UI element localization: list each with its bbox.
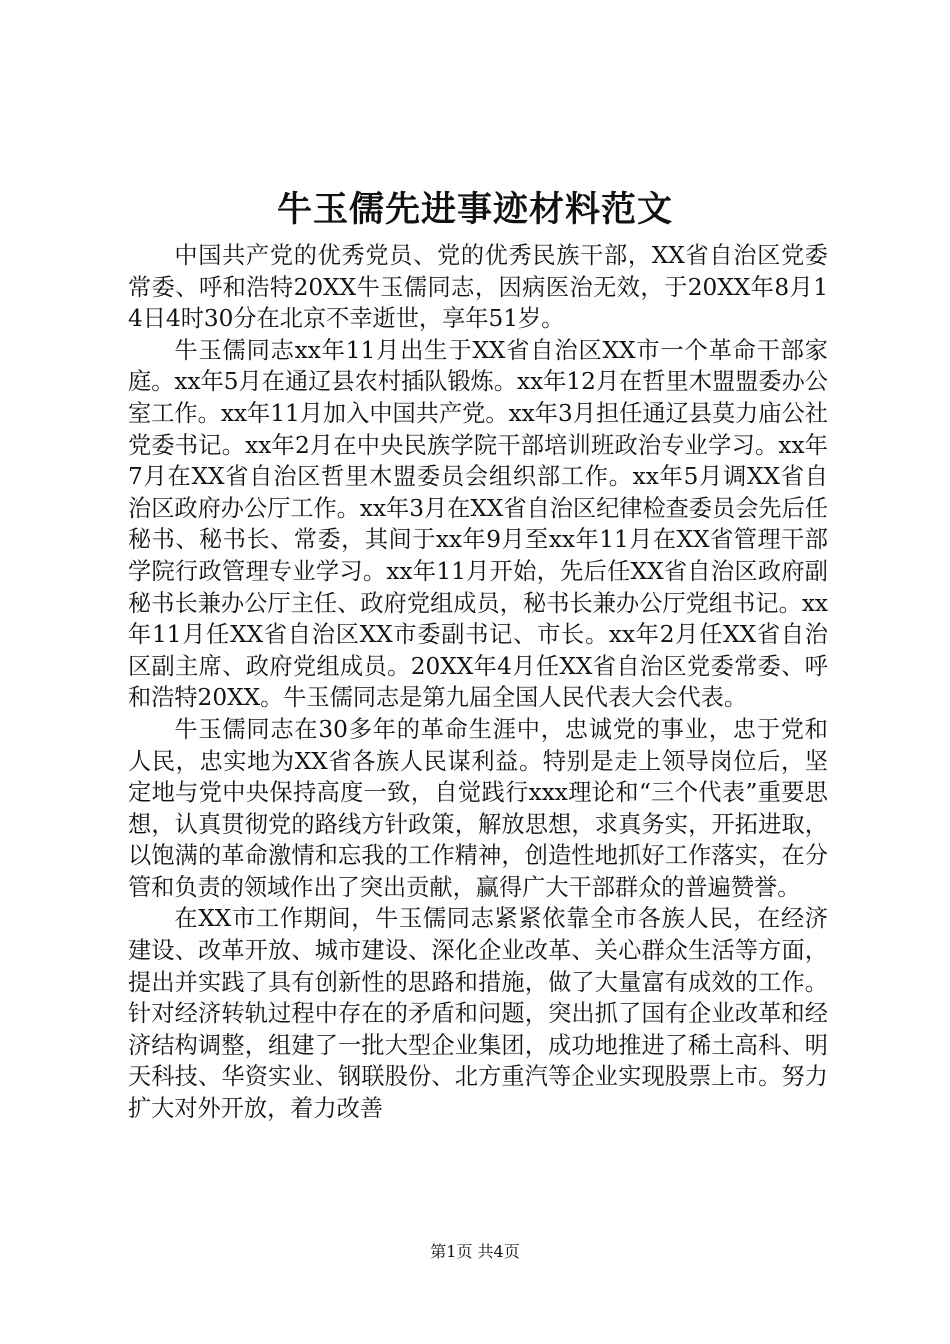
paragraph-1: 中国共产党的优秀党员、党的优秀民族干部，XX省自治区党委常委、呼和浩特20XX牛玉儒同志，因病医治无效，于20XX年8月14日4时30分在北京不幸逝世，享年51岁。 xyxy=(128,242,828,333)
paragraph-4: 在XX市工作期间，牛玉儒同志紧紧依靠全市各族人民，在经济建设、改革开放、城市建设、深化企业改革、关心群众生活等方面，提出并实践了具有创新性的思路和措施，做了大量富有成效的工作。针对经济转轨过程中存在的矛盾和问题，突出抓了国有企业改革和经济结构调整，组建了一批大型企业集团，成功地推进了稀土高科、明天科技、华资实业、钢联股份、北方重汽等企业实现股票上市。努力扩大对外开放，着力改善 xyxy=(128,905,828,1123)
paragraph-2: 牛玉儒同志xx年11月出生于XX省自治区XX市一个革命干部家庭。xx年5月在通辽县农村插队锻炼。xx年12月在哲里木盟盟委办公室工作。xx年11月加入中国共产党。xx年3月担任通辽县莫力庙公社党委书记。xx年2月在中央民族学院干部培训班政治专业学习。xx年7月在XX省自治区哲里木盟委员会组织部工作。xx年5月调XX省自治区政府办公厅工作。xx年3月在XX省自治区纪律检查委员会先后任秘书、秘书长、常委，其间于xx年9月至xx年11月在XX省管理干部学院行政管理专业学习。xx年11月开始，先后任XX省自治区政府副秘书长兼办公厅主任、政府党组成员，秘书长兼办公厅党组书记。xx年11月任XX省自治区XX市委副书记、市长。xx年2月任XX省自治区副主席、政府党组成员。20XX年4月任XX省自治区党委常委、呼和浩特20XX。牛玉儒同志是第九届全国人民代表大会代表。 xyxy=(128,336,828,712)
page-number-footer: 第1页 共4页 xyxy=(430,1242,520,1261)
document-title: 牛玉儒先进事迹材料范文 xyxy=(276,189,673,230)
paragraph-3: 牛玉儒同志在30多年的革命生涯中，忠诚党的事业，忠于党和人民，忠实地为XX省各族人民谋利益。特别是走上领导岗位后，坚定地与党中央保持高度一致，自觉践行xxx理论和“三个代表”重要思想，认真贯彻党的路线方针政策，解放思想，求真务实，开拓进取，以饱满的革命激情和忘我的工作精神，创造性地抓好工作落实，在分管和负责的领域作出了突出贡献，赢得广大干部群众的普遍赞誉。 xyxy=(128,715,828,901)
document-body xyxy=(128,240,828,1125)
